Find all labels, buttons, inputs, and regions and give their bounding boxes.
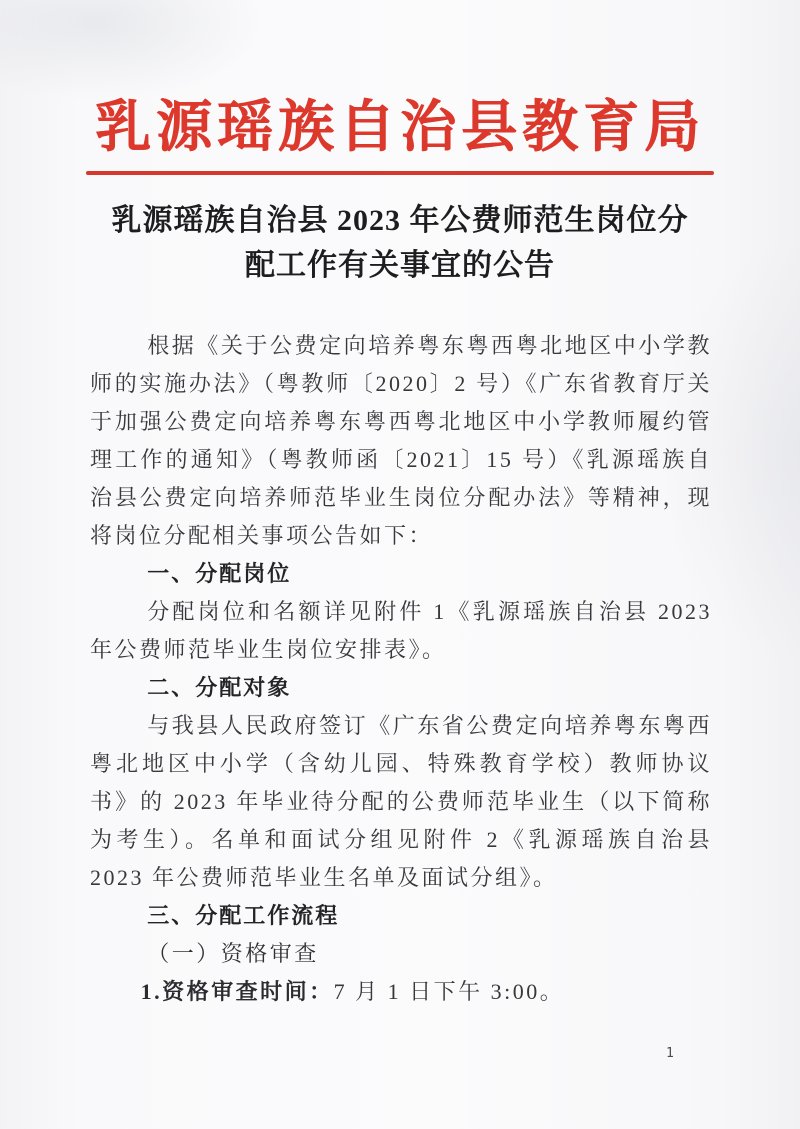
section2-paragraph: 与我县人民政府签订《广东省公费定向培养粤东粤西粤北地区中小学（含幼儿园、特殊教育学校）教师协议书》的 2023 年毕业待分配的公费师范毕业生（以下简称为考生）。名单和面试分组见附件 2《乳源瑶族自治县 2023 年公费师范毕业生名单及面试分组》。: [90, 713, 712, 890]
page-number: 1: [666, 1046, 674, 1061]
document-body: [90, 327, 712, 1011]
document-title-line1: 乳源瑶族自治县 2023 年公费师范生岗位分: [111, 204, 689, 237]
letterhead-org-name: 乳源瑶族自治县教育局: [95, 97, 705, 159]
letterhead: [0, 94, 800, 162]
document-title: [60, 198, 740, 288]
review-time-value: 7 月 1 日下午 3:00。: [333, 979, 565, 1004]
section1-paragraph: 分配岗位和名额详见附件 1《乳源瑶族自治县 2023 年公费师范毕业生岗位安排表》。: [90, 599, 712, 662]
section1-heading: 一、分配岗位: [147, 561, 292, 586]
review-time-item: [90, 973, 712, 1011]
section3-heading: 三、分配工作流程: [147, 903, 340, 928]
review-time-label: 1.资格审查时间：: [140, 979, 334, 1004]
section3-sub-heading-1: （一）资格审查: [147, 941, 319, 966]
letterhead-divider-rule: [86, 171, 714, 175]
document-title-line2: 配工作有关事宜的公告: [245, 249, 555, 282]
section2-heading: 二、分配对象: [147, 675, 292, 700]
intro-paragraph: 根据《关于公费定向培养粤东粤西粤北地区中小学教师的实施办法》（粤教师〔2020〕2 号）《广东省教育厅关于加强公费定向培养粤东粤西粤北地区中小学教师履约管理工作的通知》（粤教师函〔2021〕15 号）《乳源瑶族自治县公费定向培养师范毕业生岗位分配办法》等精神，现将岗位分配相关事项公告如下：: [90, 333, 712, 548]
